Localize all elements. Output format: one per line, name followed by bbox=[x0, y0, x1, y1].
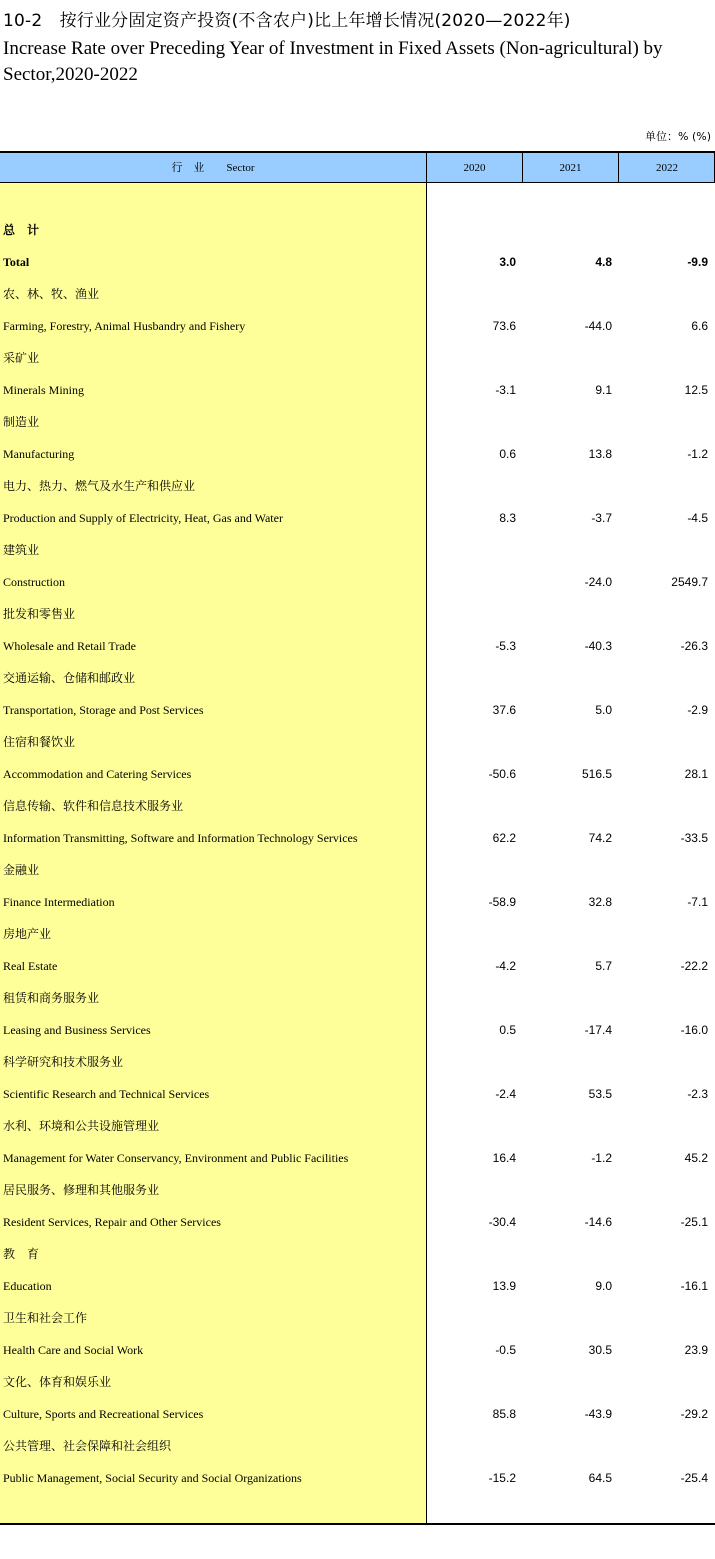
value-2022: -26.3 bbox=[680, 639, 708, 653]
table-row-cn bbox=[0, 1174, 715, 1206]
table-row-cn bbox=[0, 534, 715, 566]
sector-name-cn: 教 育 bbox=[3, 1247, 40, 1261]
value-2022: -16.0 bbox=[680, 1023, 708, 1037]
sector-name-en: Scientific Research and Technical Services bbox=[3, 1087, 210, 1101]
table-row bbox=[0, 822, 715, 854]
sector-name-en: Culture, Sports and Recreational Services bbox=[3, 1407, 204, 1421]
sector-name-en: Transportation, Storage and Post Services bbox=[3, 703, 204, 717]
value-2021: 32.8 bbox=[588, 895, 612, 909]
sector-name-en: Management for Water Conservancy, Environment and Public Facilities bbox=[3, 1151, 349, 1165]
value-2021: 30.5 bbox=[588, 1343, 612, 1357]
sector-name-en: Education bbox=[3, 1279, 52, 1293]
table-row-cn bbox=[0, 406, 715, 438]
value-2021: 13.8 bbox=[588, 447, 612, 461]
value-2021: 5.0 bbox=[595, 703, 612, 717]
sector-name-cn: 交通运输、仓储和邮政业 bbox=[3, 671, 136, 685]
value-2020 bbox=[427, 566, 516, 598]
value-2020: -50.6 bbox=[488, 767, 516, 781]
table-row-cn bbox=[0, 1366, 715, 1398]
value-2020: -4.2 bbox=[495, 959, 516, 973]
value-2021: 64.5 bbox=[588, 1471, 612, 1485]
value-2022: 12.5 bbox=[684, 383, 708, 397]
table-row bbox=[0, 886, 715, 918]
table-row bbox=[0, 1078, 715, 1110]
header-divider bbox=[522, 153, 523, 183]
data-table bbox=[0, 151, 715, 1525]
value-2022: -1.2 bbox=[687, 447, 708, 461]
sector-name-en: Manufacturing bbox=[3, 447, 75, 461]
table-row bbox=[0, 1206, 715, 1238]
value-2020: 3.0 bbox=[499, 255, 516, 269]
sector-name-en: Public Management, Social Security and Social Organizations bbox=[3, 1471, 302, 1485]
value-2022: -2.9 bbox=[687, 703, 708, 717]
value-2022: 28.1 bbox=[684, 767, 708, 781]
sector-name-cn: 批发和零售业 bbox=[3, 607, 76, 621]
table-top-rule bbox=[0, 151, 715, 153]
header-2021: 2021 bbox=[559, 162, 582, 174]
table-row bbox=[0, 1398, 715, 1430]
sector-name-en: Construction bbox=[3, 575, 65, 589]
header-rule bbox=[0, 182, 715, 183]
sector-name-cn: 建筑业 bbox=[3, 543, 40, 557]
table-row bbox=[0, 1334, 715, 1366]
table-row-cn bbox=[0, 726, 715, 758]
value-2021: 4.8 bbox=[595, 255, 612, 269]
value-2022: -29.2 bbox=[680, 1407, 708, 1421]
value-2020: 37.6 bbox=[492, 703, 516, 717]
value-2021: -3.7 bbox=[591, 511, 612, 525]
table-row-cn bbox=[0, 278, 715, 310]
unit-label: 单位：% (%) bbox=[645, 130, 711, 143]
sector-name-en: Information Transmitting, Software and Information Technology Services bbox=[3, 831, 358, 845]
sector-name-en: Resident Services, Repair and Other Services bbox=[3, 1215, 221, 1229]
value-2020: -5.3 bbox=[495, 639, 516, 653]
value-2022: -25.4 bbox=[680, 1471, 708, 1485]
value-2021: 74.2 bbox=[588, 831, 612, 845]
value-2020: -58.9 bbox=[488, 895, 516, 909]
page-title: 10-2 按行业分固定资产投资(不含农户)比上年增长情况(2020—2022年) bbox=[3, 11, 571, 31]
table-row-cn bbox=[0, 598, 715, 630]
table-row bbox=[0, 502, 715, 534]
sector-name-cn: 金融业 bbox=[3, 863, 40, 877]
header-divider bbox=[618, 153, 619, 183]
value-2022: -4.5 bbox=[687, 511, 708, 525]
value-2020: -3.1 bbox=[495, 383, 516, 397]
sector-name-cn: 租赁和商务服务业 bbox=[3, 991, 100, 1005]
sector-name-cn: 采矿业 bbox=[3, 351, 40, 365]
sector-name-en: Health Care and Social Work bbox=[3, 1343, 144, 1357]
table-row bbox=[0, 246, 715, 278]
table-row-cn bbox=[0, 470, 715, 502]
table-row-cn bbox=[0, 342, 715, 374]
table-row bbox=[0, 694, 715, 726]
value-2022: -33.5 bbox=[680, 831, 708, 845]
value-2021: 9.1 bbox=[595, 383, 612, 397]
value-2020: 62.2 bbox=[492, 831, 516, 845]
table-row bbox=[0, 1014, 715, 1046]
value-2021: -1.2 bbox=[591, 1151, 612, 1165]
table-row-cn bbox=[0, 1110, 715, 1142]
table-row-cn bbox=[0, 854, 715, 886]
sector-name-cn: 信息传输、软件和信息技术服务业 bbox=[3, 799, 184, 813]
table-row-cn bbox=[0, 1430, 715, 1462]
table-row bbox=[0, 438, 715, 470]
value-2022: 2549.7 bbox=[671, 575, 708, 589]
table-row bbox=[0, 950, 715, 982]
sector-name-cn: 文化、体育和娱乐业 bbox=[3, 1375, 112, 1389]
value-2021: -43.9 bbox=[584, 1407, 612, 1421]
table-row bbox=[0, 566, 715, 598]
value-2020: -2.4 bbox=[495, 1087, 516, 1101]
sector-name-cn: 公共管理、社会保障和社会组织 bbox=[3, 1439, 172, 1453]
table-row bbox=[0, 374, 715, 406]
sector-name-cn: 水利、环境和公共设施管理业 bbox=[3, 1119, 160, 1133]
table-row-cn bbox=[0, 918, 715, 950]
page-subtitle: Increase Rate over Preceding Year of Investment in Fixed Assets (Non-agricultural) by Sector,2020-2022 bbox=[3, 38, 663, 85]
value-2021: 53.5 bbox=[588, 1087, 612, 1101]
table-row-cn bbox=[0, 662, 715, 694]
value-2021: -40.3 bbox=[584, 639, 612, 653]
value-2021: 516.5 bbox=[581, 767, 612, 781]
value-2020: 73.6 bbox=[492, 319, 516, 333]
value-2020: 0.5 bbox=[499, 1023, 516, 1037]
sector-name-cn: 科学研究和技术服务业 bbox=[3, 1055, 124, 1069]
value-2020: 8.3 bbox=[499, 511, 516, 525]
table-row-cn bbox=[0, 982, 715, 1014]
value-2022: 23.9 bbox=[684, 1343, 708, 1357]
table-row bbox=[0, 1270, 715, 1302]
value-2020: 85.8 bbox=[492, 1407, 516, 1421]
table-header bbox=[0, 153, 715, 183]
value-2021: -44.0 bbox=[584, 319, 612, 333]
value-2022: -9.9 bbox=[687, 255, 708, 269]
table-bottom-rule bbox=[0, 1523, 715, 1525]
sector-name-cn: 房地产业 bbox=[3, 927, 52, 941]
value-2021: -24.0 bbox=[584, 575, 612, 589]
sector-name-cn: 农、林、牧、渔业 bbox=[3, 287, 100, 301]
sector-name-en: Total bbox=[3, 255, 30, 269]
value-2020: 16.4 bbox=[492, 1151, 516, 1165]
value-2020: -15.2 bbox=[488, 1471, 516, 1485]
value-2022: 45.2 bbox=[684, 1151, 708, 1165]
value-2022: -22.2 bbox=[680, 959, 708, 973]
sector-name-cn: 电力、热力、燃气及水生产和供应业 bbox=[3, 479, 196, 493]
table-row-cn bbox=[0, 1302, 715, 1334]
value-2021: -14.6 bbox=[584, 1215, 612, 1229]
table-row bbox=[0, 630, 715, 662]
table-row-cn bbox=[0, 790, 715, 822]
value-2020: -0.5 bbox=[495, 1343, 516, 1357]
table-row-cn bbox=[0, 1238, 715, 1270]
table-row bbox=[0, 1462, 715, 1494]
sector-name-cn: 卫生和社会工作 bbox=[3, 1311, 88, 1325]
table-row-cn bbox=[0, 214, 715, 246]
header-sector: 行 业 Sector bbox=[171, 162, 255, 174]
sector-name-cn: 制造业 bbox=[3, 415, 40, 429]
sector-name-cn: 居民服务、修理和其他服务业 bbox=[3, 1183, 160, 1197]
value-2021: 5.7 bbox=[595, 959, 612, 973]
sector-name-en: Minerals Mining bbox=[3, 383, 84, 397]
value-2020: 0.6 bbox=[499, 447, 516, 461]
table-row bbox=[0, 758, 715, 790]
value-2022: -25.1 bbox=[680, 1215, 708, 1229]
value-2022: 6.6 bbox=[691, 319, 708, 333]
sector-name-en: Real Estate bbox=[3, 959, 58, 973]
header-2020: 2020 bbox=[463, 162, 486, 174]
header-2022: 2022 bbox=[656, 162, 678, 174]
value-2020: -30.4 bbox=[488, 1215, 516, 1229]
value-2020: 13.9 bbox=[492, 1279, 516, 1293]
sector-name-en: Leasing and Business Services bbox=[3, 1023, 151, 1037]
value-2022: -7.1 bbox=[687, 895, 708, 909]
table-row bbox=[0, 1142, 715, 1174]
value-2021: 9.0 bbox=[595, 1279, 612, 1293]
sector-name-en: Farming, Forestry, Animal Husbandry and Fishery bbox=[3, 319, 246, 333]
value-2021: -17.4 bbox=[584, 1023, 612, 1037]
value-2022: -2.3 bbox=[687, 1087, 708, 1101]
sector-name-en: Finance Intermediation bbox=[3, 895, 115, 909]
table-row-cn bbox=[0, 1046, 715, 1078]
sector-name-en: Accommodation and Catering Services bbox=[3, 767, 192, 781]
value-2022: -16.1 bbox=[680, 1279, 708, 1293]
sector-name-en: Production and Supply of Electricity, Heat, Gas and Water bbox=[3, 511, 283, 525]
sector-name-cn: 总 计 bbox=[3, 223, 40, 237]
sector-name-cn: 住宿和餐饮业 bbox=[3, 735, 76, 749]
table-row bbox=[0, 310, 715, 342]
sector-name-en: Wholesale and Retail Trade bbox=[3, 639, 136, 653]
